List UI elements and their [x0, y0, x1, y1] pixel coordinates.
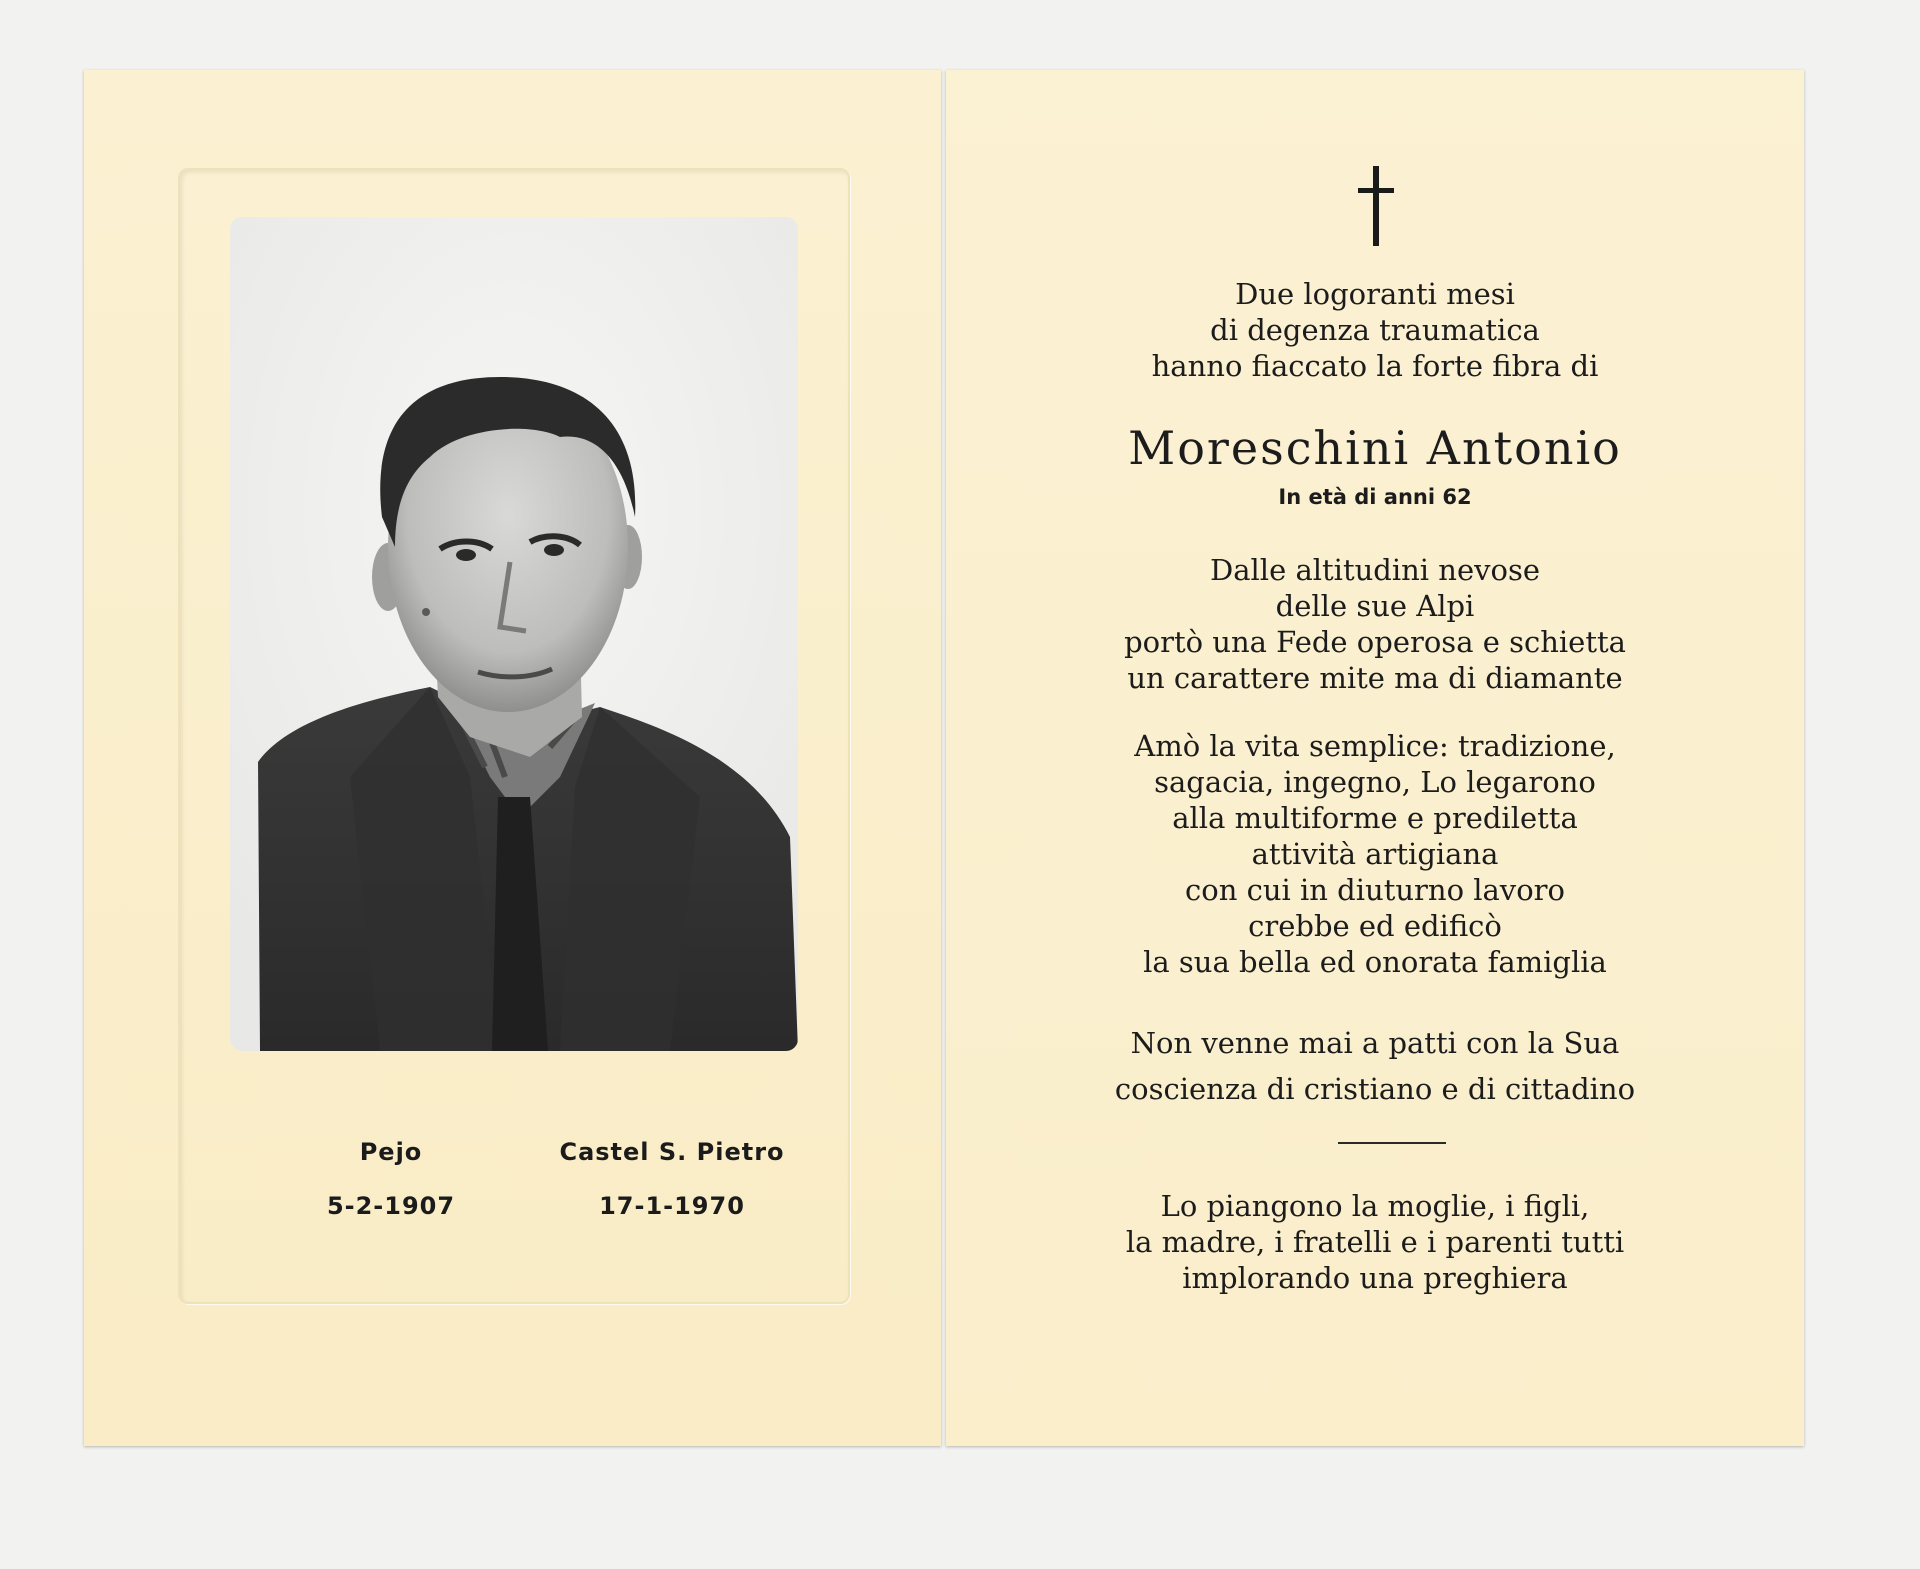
portrait-photo — [230, 217, 798, 1051]
birth-place: Pejo — [359, 1138, 423, 1166]
paragraph-line: coscienza di cristiano e di cittadino — [1114, 1072, 1636, 1106]
age-line: In età di anni 62 — [1278, 485, 1472, 509]
intro-line: hanno fiaccato la forte fibra di — [1151, 349, 1599, 383]
paragraph-line: la sua bella ed onorata famiglia — [1143, 945, 1607, 979]
paragraph-line: alla multiforme e prediletta — [1172, 801, 1578, 835]
paragraph-alps — [946, 552, 1804, 696]
deceased-name: Moreschini Antonio — [1128, 421, 1622, 475]
divider-line — [1338, 1142, 1446, 1144]
paragraph-line: Amò la vita semplice: tradizione, — [1134, 729, 1616, 763]
paragraph-line: crebbe ed edificò — [1248, 909, 1502, 943]
birth-date: 5-2-1907 — [326, 1192, 456, 1220]
death-place: Castel S. Pietro — [559, 1138, 785, 1166]
memorial-card-right-panel — [946, 70, 1804, 1446]
paragraph-line: Dalle altitudini nevose — [1209, 553, 1541, 587]
paragraph-line: con cui in diuturno lavoro — [1185, 873, 1565, 907]
paragraph-line: delle sue Alpi — [1275, 589, 1475, 623]
paragraph-mourners — [946, 1188, 1804, 1296]
paragraph-line: Lo piangono la moglie, i figli, — [1160, 1189, 1590, 1223]
intro-line: Due logoranti mesi — [1235, 277, 1515, 311]
intro-line: di degenza traumatica — [1210, 313, 1540, 347]
paragraph-line: la madre, i fratelli e i parenti tutti — [1125, 1225, 1625, 1259]
portrait-photo-image — [230, 217, 798, 1051]
paragraph-conscience — [946, 1020, 1804, 1112]
paragraph-line: sagacia, ingegno, Lo legarono — [1154, 765, 1596, 799]
paragraph-line: un carattere mite ma di diamante — [1127, 661, 1623, 695]
intro-text — [946, 276, 1804, 384]
cross-icon — [1356, 166, 1396, 246]
paragraph-line: implorando una preghiera — [1182, 1261, 1568, 1295]
paragraph-line: Non venne mai a patti con la Sua — [1130, 1026, 1620, 1060]
paragraph-life — [946, 728, 1804, 980]
memorial-card-left-panel — [84, 70, 941, 1446]
paragraph-line: attività artigiana — [1251, 837, 1499, 871]
paragraph-line: portò una Fede operosa e schietta — [1124, 625, 1626, 659]
death-date: 17-1-1970 — [599, 1192, 745, 1220]
